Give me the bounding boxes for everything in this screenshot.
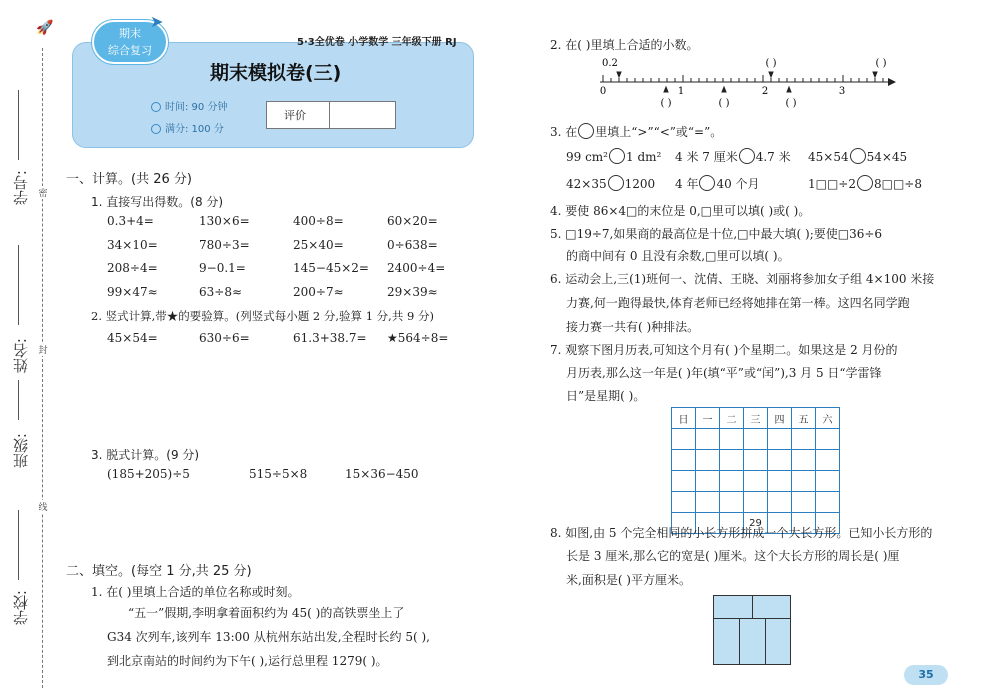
q1-r4c3: 200÷7≈ (293, 285, 344, 299)
nl-blank-bottom-1: ( ) (660, 98, 672, 109)
f2-title: 2. 在( )里填上合适的小数。 (550, 38, 699, 52)
q1-r4c1: 99×47≈ (107, 285, 158, 299)
evaluation-input[interactable] (330, 102, 392, 126)
f3-r2-i2: 4 年 40 个月 (675, 177, 760, 191)
q1-r1c1: 0.3+4= (107, 214, 154, 228)
q1-r4c4: 29×39≈ (387, 285, 438, 299)
cal-head-thu: 四 (768, 408, 792, 429)
q3-item-1: (185+205)÷5 (107, 467, 190, 481)
cal-head-sun: 日 (672, 408, 696, 429)
q1-r2c1: 34×10= (107, 238, 158, 252)
cal-cell-29: 29 (744, 513, 768, 534)
q1-r2c3: 25×40= (293, 238, 344, 252)
f7-line-3: 日”是星期( )。 (566, 389, 646, 403)
f6-line-2: 力赛,何一跑得最快,体育老师已经将她排在第一棒。这四名同学跑 (566, 296, 910, 310)
q3-item-3: 15×36−450 (345, 467, 419, 481)
q1-r3c1: 208÷4= (107, 261, 158, 275)
f1-line-3: 到北京南站的时间约为下午( ),运行总里程 1279( )。 (107, 654, 388, 668)
q1-r2c2: 780÷3= (199, 238, 250, 252)
evaluation-label: 评价 (284, 109, 306, 122)
nl-arrow-down-icon (769, 72, 773, 77)
check-icon (151, 124, 161, 134)
q3-title: 3. 脱式计算。(9 分) (91, 448, 200, 462)
q1-title: 1. 直接写出得数。(8 分) (91, 195, 224, 209)
number-line (596, 54, 896, 110)
q2-item-1: 45×54= (107, 331, 158, 345)
q1-r2c4: 0÷638= (387, 238, 438, 252)
q1-r1c4: 60×20= (387, 214, 438, 228)
f8-line-3: 米,面积是( )平方厘米。 (566, 573, 691, 587)
nl-tick-0: 0 (599, 86, 607, 97)
student-no-label: 学号: (12, 170, 30, 206)
time-info: 时间: 90 分钟 (151, 98, 227, 113)
name-label: 姓名: (12, 338, 30, 374)
f3-r2-i1: 42×35 1200 (566, 177, 656, 191)
q3-work-area[interactable] (100, 486, 470, 551)
q1-r3c2: 9−0.1= (199, 261, 246, 275)
series-label: 5·3全优卷 小学数学 三年级下册 RJ (297, 37, 457, 48)
q2-item-4: ★564÷8= (387, 331, 449, 345)
rocket-top-icon: 🚀 (36, 20, 54, 36)
seal-char-xian: 线 (36, 500, 50, 513)
f4-text: 4. 要使 86×4□的末位是 0,□里可以填( )或( )。 (550, 204, 811, 218)
score-info: 满分: 100 分 (151, 120, 224, 135)
class-label: 班级: (12, 433, 30, 469)
exam-title: 期末模拟卷(三) (210, 62, 342, 84)
q1-r3c3: 145−45×2= (293, 261, 369, 275)
cal-head-wed: 三 (744, 408, 768, 429)
school-label: 学校: (12, 590, 30, 626)
nl-arrow-up-icon (722, 87, 726, 92)
circle-symbol (578, 123, 594, 139)
f1-line-2: G34 次列车,该列车 13:00 从杭州东站出发,全程时长约 5( ), (107, 630, 430, 644)
student-no-line[interactable] (18, 90, 19, 160)
nl-arrow-down-icon (617, 72, 621, 77)
cal-head-mon: 一 (696, 408, 720, 429)
rectangle-figure (713, 595, 791, 665)
q1-r3c4: 2400÷4= (387, 261, 446, 275)
section-1-title: 一、计算。(共 26 分) (66, 172, 192, 187)
q1-r1c2: 130×6= (199, 214, 250, 228)
f1-title: 1. 在( )里填上合适的单位名称或时刻。 (91, 585, 300, 599)
nl-arrow-up-icon (787, 87, 791, 92)
badge-line-1: 期末 (119, 27, 141, 40)
q2-work-area[interactable] (100, 350, 470, 435)
name-line[interactable] (18, 245, 19, 325)
cal-head-fri: 五 (792, 408, 816, 429)
f1-line-1: “五一”假期,李明拿着面积约为 45( )的高铁票坐上了 (128, 606, 405, 620)
school-line[interactable] (18, 510, 19, 580)
f3-title: 3. 在 里填上“>”“<”或“=”。 (550, 125, 723, 139)
f6-line-1: 6. 运动会上,三(1)班何一、沈倩、王晓、刘丽将参加女子组 4×100 米接 (550, 272, 935, 286)
compare-circle[interactable] (857, 175, 873, 191)
nl-arrow-down-icon (873, 72, 877, 77)
cal-head-sat: 六 (816, 408, 840, 429)
f6-line-3: 接力赛一共有( )种排法。 (566, 320, 700, 334)
f5-line-2: 的商中间有 0 且没有余数,□里可以填( )。 (566, 249, 790, 263)
clock-icon (151, 102, 161, 112)
calendar-table (671, 407, 840, 534)
compare-circle[interactable] (609, 148, 625, 164)
nl-tick-3: 3 (838, 86, 846, 97)
nl-arrow-up-icon (664, 87, 668, 92)
nl-tick-2: 2 (761, 86, 769, 97)
nl-blank-top-2: ( ) (875, 58, 887, 69)
nl-blank-top-1: ( ) (765, 58, 777, 69)
nl-tick-1: 1 (677, 86, 685, 97)
f8-line-2: 长是 3 厘米,那么它的宽是( )厘米。这个大长方形的周长是( )厘 (566, 549, 900, 563)
f3-r1-i2: 4 米 7 厘米 4.7 米 (675, 150, 791, 164)
compare-circle[interactable] (739, 148, 755, 164)
binding-dashed-line (42, 48, 43, 688)
rocket-icon: ➤ (150, 12, 164, 31)
f3-r1-i3: 45×54 54×45 (808, 150, 908, 164)
f3-r1-i1: 99 cm² 1 dm² (566, 150, 662, 164)
compare-circle[interactable] (699, 175, 715, 191)
f3-r2-i3: 1□□÷2 8□□÷8 (808, 177, 922, 191)
q2-item-2: 630÷6= (199, 331, 250, 345)
compare-circle[interactable] (608, 175, 624, 191)
q3-item-2: 515÷5×8 (249, 467, 308, 481)
f7-line-1: 7. 观察下图月历表,可知这个月有( )个星期二。如果这是 2 月份的 (550, 343, 898, 357)
compare-circle[interactable] (850, 148, 866, 164)
q2-item-3: 61.3+38.7= (293, 331, 367, 345)
page-number: 35 (904, 665, 948, 685)
seal-char-mi: 密 (36, 186, 50, 199)
nl-label-0.2: 0.2 (602, 58, 618, 69)
f5-line-1: 5. □19÷7,如果商的最高位是十位,□中最大填( );要使□36÷6 (550, 227, 883, 241)
f8-line-1: 8. 如图,由 5 个完全相同的小长方形拼成一个大长方形。已知小长方形的 (550, 526, 933, 540)
class-line[interactable] (18, 380, 19, 420)
nl-blank-bottom-2: ( ) (718, 98, 730, 109)
q2-title: 2. 竖式计算,带★的要验算。(列竖式每小题 2 分,验算 1 分,共 9 分) (91, 309, 434, 323)
seal-char-feng: 封 (36, 343, 50, 356)
q1-r4c2: 63÷8≈ (199, 285, 243, 299)
section-2-title: 二、填空。(每空 1 分,共 25 分) (66, 564, 252, 579)
cal-head-tue: 二 (720, 408, 744, 429)
f7-line-2: 月历表,那么这一年是( )年(填“平”或“闰”),3 月 5 日“学雷锋 (566, 366, 882, 380)
q1-r1c3: 400÷8= (293, 214, 344, 228)
badge-line-2: 综合复习 (108, 44, 152, 57)
nl-blank-bottom-3: ( ) (785, 98, 797, 109)
